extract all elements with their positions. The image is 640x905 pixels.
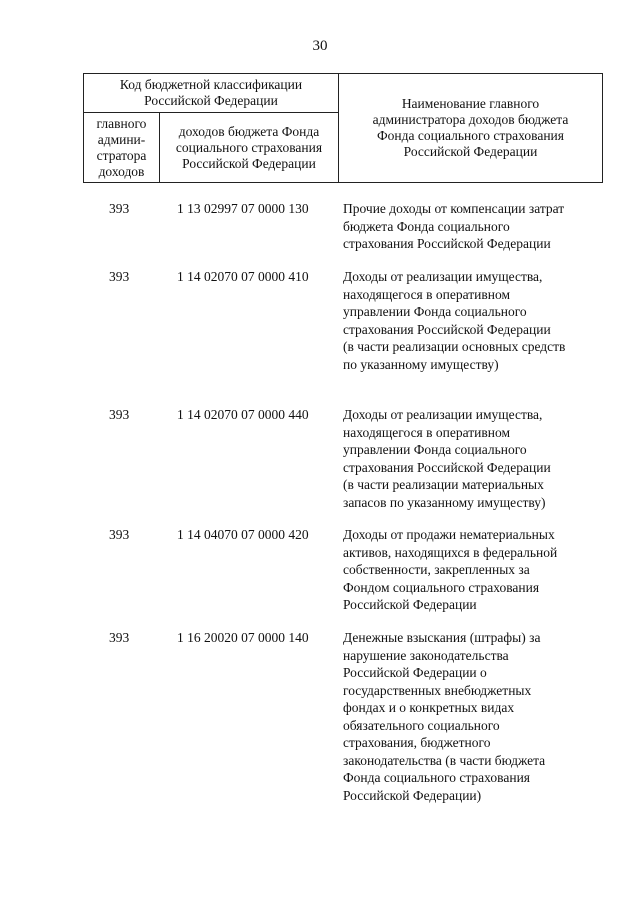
header-col-name-line: администратора доходов бюджета <box>372 112 569 127</box>
income-name <box>343 406 603 511</box>
header-col-admin-line: стратора <box>96 148 147 163</box>
income-name-line: бюджета Фонда социального <box>343 218 510 234</box>
header-col-admin-line: доходов <box>98 164 145 179</box>
income-name-line: собственности, закрепленных за <box>343 562 530 577</box>
header-group-title <box>84 76 338 110</box>
income-name-line: обязательного социального <box>343 717 500 733</box>
income-name-line: страхования, бюджетного <box>343 735 491 750</box>
income-name-line: Фондом социального страхования <box>343 579 540 595</box>
header-col-code-line: доходов бюджета Фонда <box>178 124 320 139</box>
budget-code: 1 16 20020 07 0000 140 <box>177 630 309 645</box>
budget-code: 1 14 04070 07 0000 420 <box>177 527 309 542</box>
income-name-line: запасов по указанному имуществу) <box>343 494 546 510</box>
header-col-code-line: Российской Федерации <box>182 156 316 171</box>
income-name-line: по указанному имуществу) <box>343 356 499 372</box>
header-group-title-line: Российской Федерации <box>144 93 278 108</box>
income-name-line: Фонда социального страхования <box>343 770 531 785</box>
income-name-line: законодательства (в части бюджета <box>343 752 546 768</box>
income-name-line: фондах и о конкретных видах <box>343 700 515 715</box>
income-name-line: Российской Федерации) <box>343 787 482 803</box>
admin-code: 393 <box>109 630 130 645</box>
income-name-line: Российской Федерации о <box>343 665 487 680</box>
header-col-admin-line: главного <box>96 116 147 131</box>
header-group-title-line: Код бюджетной классификации <box>119 77 303 92</box>
page-number: 30 <box>312 38 328 54</box>
income-name-line: управлении Фонда социального <box>343 304 527 319</box>
income-name-line: (в части реализации материальных <box>343 477 544 492</box>
header-col-code-line: социального страхования <box>175 140 323 155</box>
budget-code: 1 14 02070 07 0000 410 <box>177 269 309 284</box>
admin-code: 393 <box>109 269 130 284</box>
header-col-name-line: Российской Федерации <box>403 144 538 159</box>
income-name <box>343 629 603 804</box>
income-name <box>343 200 603 253</box>
income-name-line: (в части реализации основных средств <box>343 339 566 354</box>
header-col-name <box>339 74 602 182</box>
income-name-line: Доходы от реализации имущества, <box>343 269 543 284</box>
income-name-line: Доходы от продажи нематериальных <box>343 527 555 542</box>
income-name-line: Доходы от реализации имущества, <box>343 407 543 422</box>
income-name-line: Прочие доходы от компенсации затрат <box>343 201 565 216</box>
income-name-line: страхования Российской Федерации <box>343 236 551 251</box>
header-col-admin-line: админи- <box>97 132 146 147</box>
income-name-line: управлении Фонда социального <box>343 442 527 457</box>
income-name-line: активов, находящихся в федеральной <box>343 544 558 560</box>
income-name-line: государственных внебюджетных <box>343 682 532 698</box>
header-col-code <box>160 114 338 182</box>
income-name <box>343 268 603 373</box>
admin-code: 393 <box>109 407 130 422</box>
income-name-line: находящегося в оперативном <box>343 286 511 302</box>
admin-code: 393 <box>109 527 130 542</box>
income-name-line: Российской Федерации <box>343 597 477 612</box>
header-col-admin <box>84 114 159 182</box>
income-name-line: нарушение законодательства <box>343 647 509 663</box>
income-name <box>343 526 603 614</box>
income-name-line: находящегося в оперативном <box>343 424 511 440</box>
income-name-line: страхования Российской Федерации <box>343 321 551 337</box>
admin-code: 393 <box>109 201 130 216</box>
budget-code: 1 14 02070 07 0000 440 <box>177 407 309 422</box>
budget-code: 1 13 02997 07 0000 130 <box>177 201 309 216</box>
header-col-name-line: Фонда социального страхования <box>376 128 564 143</box>
table-header <box>83 73 603 183</box>
header-col-name-line: Наименование главного <box>401 96 540 111</box>
income-name-line: страхования Российской Федерации <box>343 459 551 475</box>
income-name-line: Денежные взыскания (штрафы) за <box>343 630 541 645</box>
header-divider-horizontal <box>84 112 338 113</box>
